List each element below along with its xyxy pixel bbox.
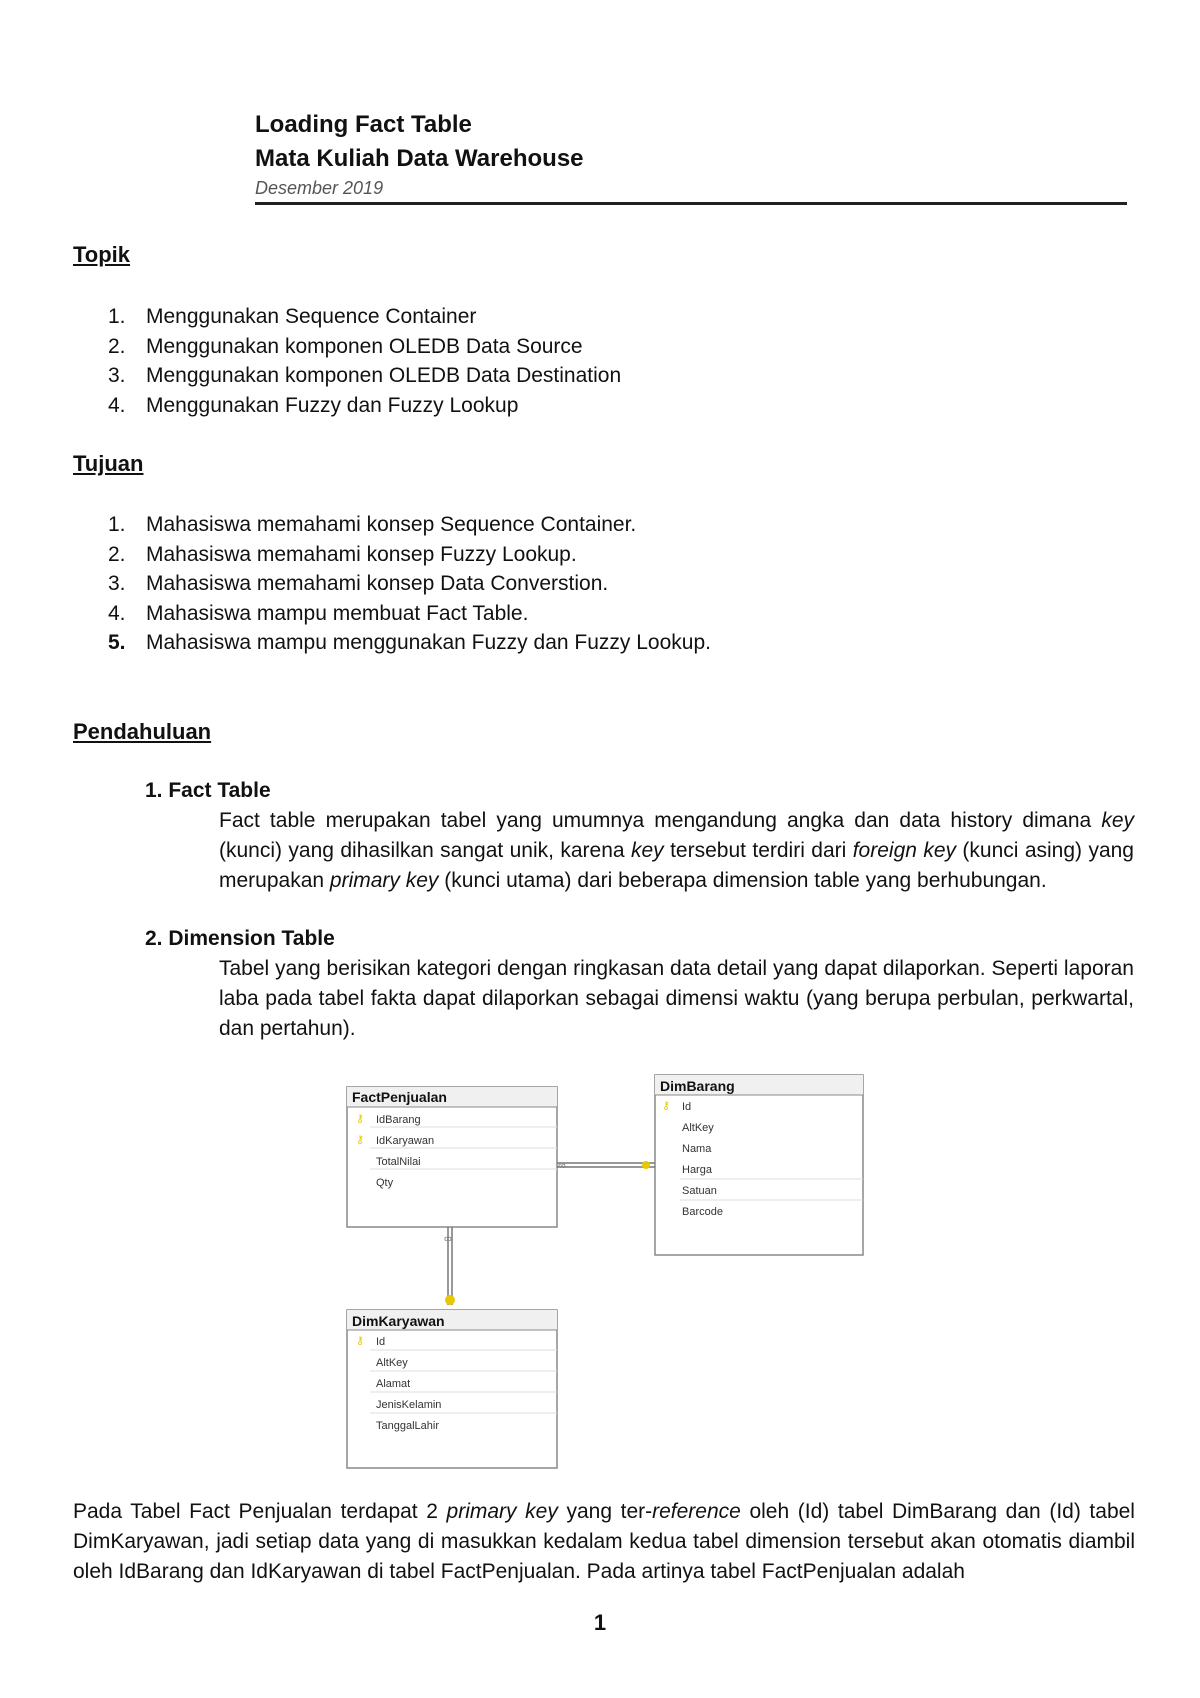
column-name: AltKey [682, 1122, 714, 1134]
fact-table-paragraph: Fact table merupakan tabel yang umumnya mengandung angka dan data history dimana key (kunci) yang dihasilkan sangat unik, karena key tersebut terdiri dari foreign key (kunci asing) yang merupakan primary key (kunci utama) dari beberapa dimension table yang berhubungan. [219, 809, 1134, 892]
list-item: 1. Menggunakan Sequence Container [108, 305, 477, 328]
list-item: 4. Menggunakan Fuzzy dan Fuzzy Lookup [108, 393, 519, 417]
dimension-table-heading: 2. Dimension Table [145, 927, 335, 950]
tujuan-heading: Tujuan [73, 451, 144, 476]
column-name: TanggalLahir [376, 1420, 439, 1432]
course-name: Mata Kuliah Data Warehouse [255, 145, 584, 172]
column-name: Id [682, 1101, 692, 1113]
column-name: Satuan [682, 1185, 717, 1197]
column-name: Id [376, 1336, 386, 1348]
key-icon: ⚷ [662, 1100, 671, 1112]
column-name: Nama [682, 1143, 712, 1155]
pendahuluan-heading: Pendahuluan [73, 719, 212, 744]
document-header [255, 108, 1127, 205]
infinity-icon: ∞ [444, 1233, 452, 1245]
dim-barang-table [655, 1075, 863, 1255]
list-item: 5. Mahasiswa mampu menggunakan Fuzzy dan Fuzzy Lookup. [108, 631, 711, 654]
topik-heading: Topik [73, 242, 131, 267]
column-name: IdBarang [376, 1114, 421, 1126]
dim-karyawan-title: DimKaryawan [352, 1313, 445, 1329]
column-name: JenisKelamin [376, 1399, 442, 1411]
list-item: 2. Mahasiswa memahami konsep Fuzzy Lookup. [108, 542, 577, 566]
column-name: TotalNilai [376, 1156, 421, 1168]
key-endpoint-icon [642, 1161, 650, 1169]
fact-table-heading: 1. Fact Table [145, 779, 271, 802]
key-icon: ⚷ [356, 1335, 365, 1347]
list-item: 3. Menggunakan komponen OLEDB Data Destination [108, 364, 622, 387]
list-item: 4. Mahasiswa mampu membuat Fact Table. [108, 601, 529, 625]
relationship-line [444, 1227, 455, 1305]
dim-barang-title: DimBarang [660, 1078, 735, 1094]
dim-karyawan-table [347, 1310, 557, 1468]
page-number: 1 [593, 1610, 607, 1635]
column-name: Qty [376, 1177, 394, 1189]
er-diagram [340, 1065, 880, 1480]
fact-penjualan-title: FactPenjualan [352, 1089, 447, 1105]
document-date: Desember 2019 [255, 178, 384, 198]
list-item: 1. Mahasiswa memahami konsep Sequence Container. [108, 513, 637, 536]
infinity-icon: ∞ [558, 1160, 566, 1172]
fact-penjualan-table [347, 1087, 557, 1227]
document-title: Loading Fact Table [255, 111, 472, 138]
column-name: AltKey [376, 1357, 408, 1369]
tujuan-list [108, 510, 711, 658]
list-item: 3. Mahasiswa memahami konsep Data Converstion. [108, 572, 609, 595]
column-name: IdKaryawan [376, 1135, 435, 1147]
dimension-table-paragraph: Tabel yang berisikan kategori dengan ringkasan data detail yang dapat dilaporkan. Seperti laporan laba pada tabel fakta dapat dilaporkan sebagai dimensi waktu (yang berupa perbulan, perkwartal, dan pertahun). [219, 957, 1134, 1040]
key-endpoint-icon [445, 1295, 455, 1305]
relationship-line [557, 1160, 655, 1172]
key-icon: ⚷ [356, 1134, 365, 1146]
column-name: Barcode [682, 1206, 723, 1218]
key-icon: ⚷ [356, 1113, 365, 1125]
topik-list [108, 302, 621, 420]
column-name: Harga [682, 1164, 712, 1176]
column-name: Alamat [376, 1378, 411, 1390]
closing-paragraph: Pada Tabel Fact Penjualan terdapat 2 primary key yang ter-reference oleh (Id) tabel DimBarang dan (Id) tabel DimKaryawan, jadi setiap data yang di masukkan kedalam kedua tabel dimension tersebut akan otomatis diambil oleh IdBarang dan IdKaryawan di tabel FactPenjualan. Pada artinya tabel FactPenjualan adalah [73, 1500, 1135, 1583]
list-item: 2. Menggunakan komponen OLEDB Data Source [108, 334, 583, 358]
